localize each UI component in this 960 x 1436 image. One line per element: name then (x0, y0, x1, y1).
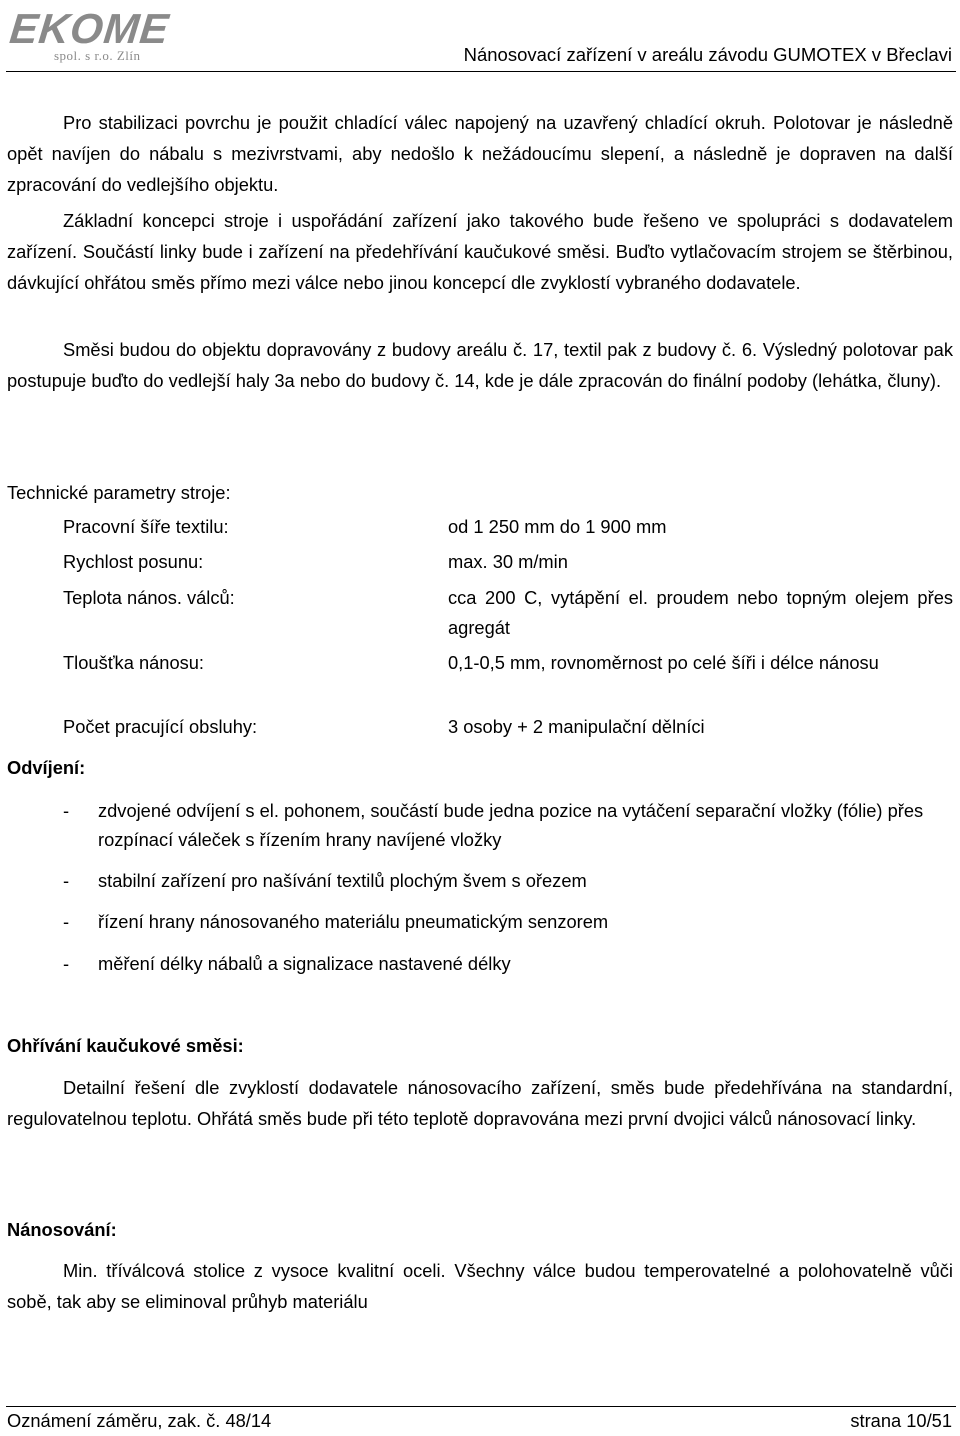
list-bullet: - (63, 911, 70, 932)
logo-subtitle: spol. s r.o. Zlín (54, 48, 141, 63)
list-item: zdvojené odvíjení s el. pohonem, součástí bude jedna pozice na vytáčení separační vložky (fólie) přes rozpínací váleček s řízením hrany navíjené vložky (98, 800, 924, 850)
param-label: Rychlost posunu: (63, 551, 204, 572)
param-label: Počet pracující obsluhy: (63, 716, 258, 737)
list-bullet: - (63, 953, 70, 974)
list-item: řízení hrany nánosovaného materiálu pneumatickým senzorem (98, 911, 609, 932)
intro-paragraph-3: Směsi budou do objektu dopravovány z budovy areálu č. 17, textil pak z budovy č. 6. Výsledný polotovar pak postupuje buďto do vedlejší haly 3a nebo do budovy č. 14, kde je dále zpracován do finální podoby (lehátka, čluny). (7, 339, 953, 391)
param-value: 3 osoby + 2 manipulační dělníci (448, 716, 705, 737)
logo-wordmark: EKOME (7, 5, 172, 52)
param-value: cca 200 C, vytápění el. proudem nebo topným olejem přes agregát (448, 587, 953, 638)
ohrivani-paragraph: Detailní řešení dle zvyklostí dodavatele nánosovacího zařízení, směs bude předehřívána na standardní, regulovatelnou teplotu. Ohřátá směs bude při této teplotě dopravována mezi první dvojici válců nánosovací linky. (7, 1077, 953, 1129)
header-divider (6, 71, 956, 72)
nanosovani-heading: Nánosování: (7, 1219, 117, 1240)
tech-params-heading: Technické parametry stroje: (7, 482, 231, 503)
param-value: od 1 250 mm do 1 900 mm (448, 516, 667, 537)
param-label: Teplota nános. válců: (63, 587, 235, 608)
list-bullet: - (63, 870, 70, 891)
list-item: měření délky nábalů a signalizace nastavené délky (98, 953, 511, 974)
list-bullet: - (63, 800, 70, 821)
param-label: Pracovní šíře textilu: (63, 516, 229, 537)
intro-paragraph-2: Základní koncepci stroje i uspořádání zařízení jako takového bude řešeno ve spolupráci s dodavatelem zařízení. Součástí linky bude i zařízení na předehřívání kaučukové směsi. Buďto vytlačovacím strojem se štěrbinou, dávkující ohřátou směs přímo mezi válce nebo jinou koncepcí dle zvyklostí vybraného dodavatele. (7, 210, 953, 293)
footer-page-number: strana 10/51 (850, 1410, 952, 1431)
header-title: Nánosovací zařízení v areálu závodu GUMOTEX v Břeclavi (463, 44, 952, 65)
param-value: max. 30 m/min (448, 551, 568, 572)
footer-document-ref: Oznámení záměru, zak. č. 48/14 (7, 1410, 272, 1431)
param-value: 0,1-0,5 mm, rovnoměrnost po celé šíři i délce nánosu (448, 652, 879, 673)
odvijeni-heading: Odvíjení: (7, 757, 86, 778)
ohrivani-heading: Ohřívání kaučukové směsi: (7, 1035, 244, 1056)
footer-divider (6, 1406, 956, 1407)
nanosovani-paragraph: Min. tříválcová stolice z vysoce kvalitní oceli. Všechny válce budou temperovatelné a polohovatelně vůči sobě, tak aby se eliminoval průhyb materiálu (7, 1260, 953, 1312)
param-label: Tloušťka nánosu: (63, 652, 205, 673)
list-item: stabilní zařízení pro našívání textilů plochým švem s ořezem (98, 870, 587, 891)
intro-paragraph-1: Pro stabilizaci povrchu je použit chladící válec napojený na uzavřený chladící okruh. Polotovar je následně opět navíjen do nábalu s mezivrstvami, aby nedošlo k nežádoucímu slepení, a následně je dopraven na další zpracování do vedlejšího objektu. (7, 112, 953, 195)
ekome-logo (7, 4, 180, 70)
